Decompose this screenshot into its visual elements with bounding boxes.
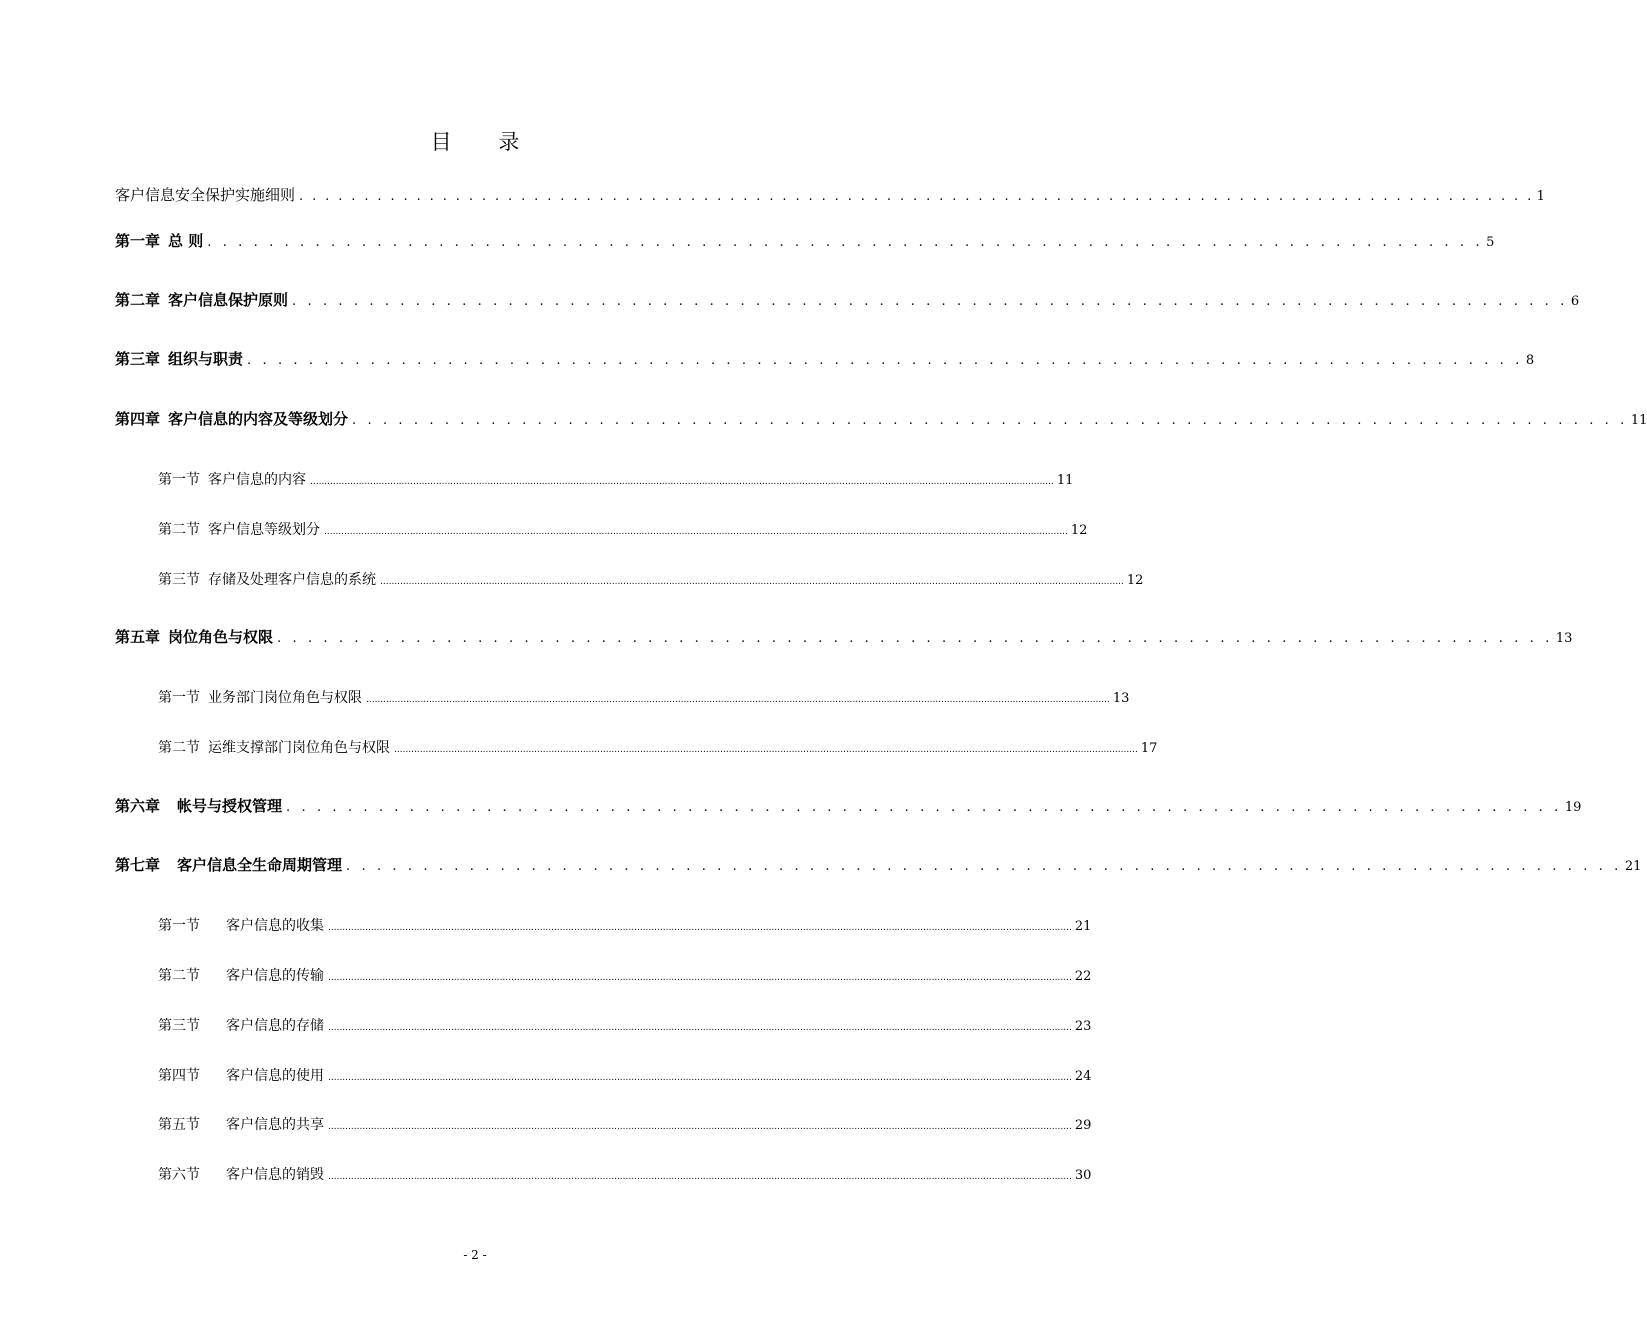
toc-chapter-title: 客户信息的内容及等级划分: [168, 410, 349, 428]
toc-page-number: 1: [1536, 189, 1545, 204]
toc-leader: . . . . . . . . . . . . . . . . . . . . . . . . . . . . . . . . . . . . . . . . . . . . . . . . . . . . . . . . . . . . . . . . . . . . . . . . . . . . . . . . . . . . . . . . . . . . . . .: [299, 189, 1534, 204]
toc-leader: . . . . . . . . . . . . . . . . . . . . . . . . . . . . . . . . . . . . . . . . . . . . . . . . . . . . . . . . . . . . . . . . . . . . . . . . . . . . . . . . . . .: [292, 294, 1568, 309]
toc-leader: ....................................................................................................................................................................................................................................................................: [394, 745, 1138, 755]
toc-section-5-1[interactable]: [158, 687, 1130, 709]
page-footer-number: - 2 -: [463, 1248, 487, 1262]
toc-section-title: 运维支撑部门岗位角色与权限: [208, 740, 390, 756]
toc-leader: ....................................................................................................................................................................................................................................................................: [310, 477, 1054, 487]
toc-section-5-2[interactable]: [158, 737, 1158, 759]
toc-section-7-6[interactable]: [158, 1164, 1092, 1186]
toc-section-number: 第三节: [158, 1018, 200, 1034]
toc-chapter-7[interactable]: [115, 854, 1642, 876]
toc-chapter-4[interactable]: [115, 408, 1647, 430]
toc-chapter-number: 第一章: [115, 232, 161, 250]
toc-leader: ....................................................................................................................................................................................................................................................................: [328, 973, 1072, 983]
toc-section-title: 客户信息的共享: [226, 1117, 324, 1133]
toc-section-title: 客户信息的使用: [226, 1068, 324, 1084]
toc-leader: . . . . . . . . . . . . . . . . . . . . . . . . . . . . . . . . . . . . . . . . . . . . . . . . . . . . . . . . . . . . . . . . . . . . . . . . . . . . . . . . . . .: [207, 235, 1484, 250]
toc-leader: ....................................................................................................................................................................................................................................................................: [328, 1023, 1072, 1033]
toc-section-title: 客户信息的存储: [226, 1018, 324, 1034]
toc-chapter-title: 组织与职责: [168, 350, 244, 368]
toc-section-number: 第二节: [158, 740, 200, 756]
toc-chapter-number: 第二章: [115, 291, 161, 309]
toc-section-7-4[interactable]: [158, 1065, 1092, 1087]
toc-section-number: 第一节: [158, 690, 200, 706]
toc-leader: . . . . . . . . . . . . . . . . . . . . . . . . . . . . . . . . . . . . . . . . . . . . . . . . . . . . . . . . . . . . . . . . . . . . . . . . . . . . . . . . . . .: [247, 353, 1523, 368]
toc-section-title: 客户信息的传输: [226, 968, 324, 984]
toc-page-number: 8: [1525, 353, 1535, 368]
toc-page-number: 30: [1074, 1168, 1092, 1183]
toc-section-7-3[interactable]: [158, 1015, 1092, 1037]
toc-page-number: 21: [1624, 859, 1642, 874]
toc-chapter-3[interactable]: [115, 348, 1535, 370]
toc-chapter-number: 第七章: [115, 856, 161, 874]
toc-page-number: 29: [1074, 1118, 1092, 1133]
toc-page-number: 12: [1070, 523, 1088, 538]
toc-leader: . . . . . . . . . . . . . . . . . . . . . . . . . . . . . . . . . . . . . . . . . . . . . . . . . . . . . . . . . . . . . . . . . . . . . . . . . . . . . . . . . . .: [352, 413, 1628, 428]
toc-chapter-title: 客户信息保护原则: [168, 291, 289, 309]
toc-leader: ....................................................................................................................................................................................................................................................................: [366, 695, 1110, 705]
toc-chapter-1[interactable]: [115, 230, 1495, 252]
toc-section-4-1[interactable]: [158, 469, 1074, 491]
toc-page-number: 19: [1564, 800, 1582, 815]
toc-section-7-5[interactable]: [158, 1114, 1092, 1136]
toc-section-title: 客户信息的收集: [226, 918, 324, 934]
toc-entry-label: 客户信息安全保护实施细则: [115, 186, 296, 204]
toc-section-title: 客户信息的内容: [208, 472, 306, 488]
toc-chapter-number: 第三章: [115, 350, 161, 368]
toc-page-number: 22: [1074, 969, 1092, 984]
toc-leader: . . . . . . . . . . . . . . . . . . . . . . . . . . . . . . . . . . . . . . . . . . . . . . . . . . . . . . . . . . . . . . . . . . . . . . . . . . . . . . . . . . .: [277, 631, 1553, 646]
toc-page-number: 23: [1074, 1019, 1092, 1034]
toc-leader: ....................................................................................................................................................................................................................................................................: [380, 577, 1124, 587]
toc-page-number: 13: [1112, 691, 1130, 706]
toc-chapter-2[interactable]: [115, 289, 1580, 311]
toc-section-7-1[interactable]: [158, 915, 1092, 937]
toc-page-number: 21: [1074, 919, 1092, 934]
toc-section-number: 第三节: [158, 572, 200, 588]
toc-page-number: 13: [1555, 631, 1573, 646]
toc-page-number: 24: [1074, 1069, 1092, 1084]
toc-chapter-number: 第四章: [115, 410, 161, 428]
toc-chapter-title: 帐号与授权管理: [177, 797, 283, 815]
toc-section-number: 第二节: [158, 522, 200, 538]
toc-section-number: 第四节: [158, 1068, 200, 1084]
toc-entry-doc[interactable]: [115, 184, 1545, 206]
toc-section-title: 存储及处理客户信息的系统: [208, 572, 376, 588]
toc-leader: ....................................................................................................................................................................................................................................................................: [328, 1172, 1072, 1182]
toc-page-number: 12: [1126, 573, 1144, 588]
toc-chapter-6[interactable]: [115, 795, 1582, 817]
toc-leader: ....................................................................................................................................................................................................................................................................: [328, 1073, 1072, 1083]
toc-chapter-5[interactable]: [115, 626, 1573, 648]
toc-leader: . . . . . . . . . . . . . . . . . . . . . . . . . . . . . . . . . . . . . . . . . . . . . . . . . . . . . . . . . . . . . . . . . . . . . . . . . . . . . . . . . . .: [286, 800, 1562, 815]
toc-page-number: 5: [1486, 235, 1495, 250]
toc-section-number: 第一节: [158, 472, 200, 488]
toc-chapter-title: 总 则: [168, 232, 204, 250]
toc-chapter-title: 客户信息全生命周期管理: [177, 856, 343, 874]
toc-chapter-number: 第六章: [115, 797, 161, 815]
toc-chapter-title: 岗位角色与权限: [168, 628, 274, 646]
toc-leader: ....................................................................................................................................................................................................................................................................: [328, 1122, 1072, 1132]
toc-section-7-2[interactable]: [158, 965, 1092, 987]
toc-leader: ....................................................................................................................................................................................................................................................................: [324, 527, 1068, 537]
toc-page-number: 17: [1140, 741, 1158, 756]
toc-section-number: 第六节: [158, 1167, 200, 1183]
toc-section-number: 第一节: [158, 918, 200, 934]
toc-section-title: 客户信息等级划分: [208, 522, 320, 538]
toc-section-title: 业务部门岗位角色与权限: [208, 690, 362, 706]
toc-section-4-2[interactable]: [158, 519, 1088, 541]
toc-chapter-number: 第五章: [115, 628, 161, 646]
toc-leader: . . . . . . . . . . . . . . . . . . . . . . . . . . . . . . . . . . . . . . . . . . . . . . . . . . . . . . . . . . . . . . . . . . . . . . . . . . . . . . . . . . .: [346, 859, 1622, 874]
toc-leader: ....................................................................................................................................................................................................................................................................: [328, 923, 1072, 933]
toc-section-number: 第五节: [158, 1117, 200, 1133]
toc-section-4-3[interactable]: [158, 569, 1144, 591]
toc-section-title: 客户信息的销毁: [226, 1167, 324, 1183]
toc-page-number: 6: [1570, 294, 1580, 309]
page-title: 目 录: [430, 130, 540, 154]
toc-page-number: 11: [1056, 473, 1074, 488]
toc-section-number: 第二节: [158, 968, 200, 984]
toc-page-number: 11: [1630, 413, 1647, 428]
